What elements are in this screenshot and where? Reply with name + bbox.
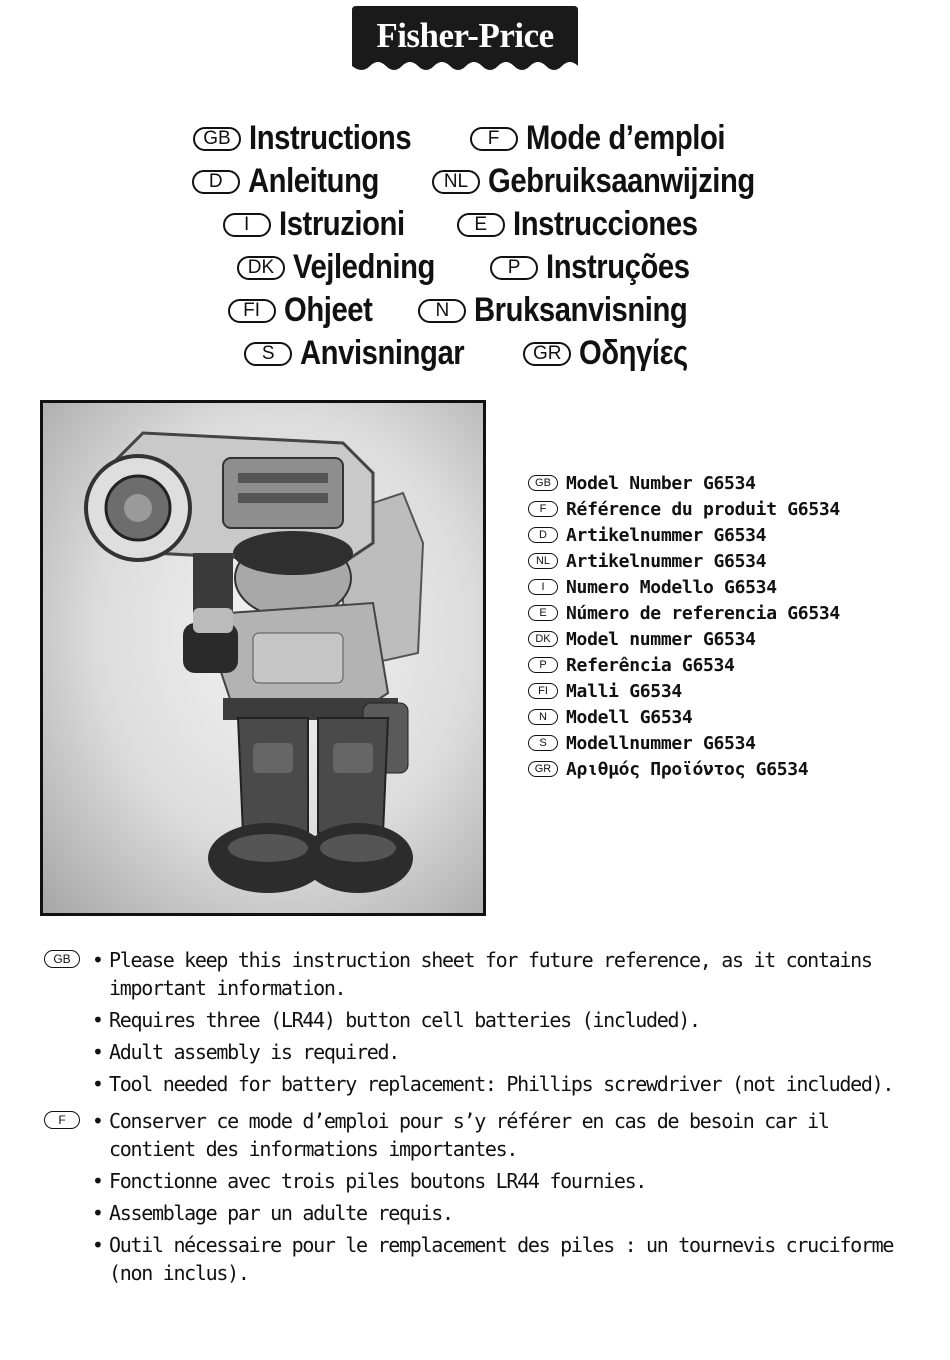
language-code-badge: GB [193, 127, 241, 151]
language-code-badge: FI [228, 299, 276, 323]
model-text: Malli G6534 [566, 680, 682, 702]
model-row [528, 548, 840, 574]
model-row [528, 626, 840, 652]
language-code-badge: GR [523, 342, 571, 366]
model-text: Referência G6534 [566, 654, 735, 676]
title-item [457, 205, 728, 244]
language-code-badge: D [192, 170, 240, 194]
title-label: Gebruiksaanwijzing [487, 162, 755, 200]
title-label: Instructions [248, 119, 412, 157]
model-text: Model nummer G6534 [566, 628, 756, 650]
title-label: Istruzioni [278, 205, 405, 243]
toy-figure-illustration [43, 403, 483, 913]
language-code-badge: S [244, 342, 292, 366]
title-label: Bruksanvisning [474, 291, 688, 329]
title-row [0, 332, 950, 375]
language-code-badge: DK [237, 256, 285, 280]
title-label: Anleitung [247, 162, 379, 200]
model-text: Numero Modello G6534 [566, 576, 777, 598]
model-text: Modell G6534 [566, 706, 693, 728]
title-label: Instrucciones [512, 205, 698, 243]
title-label: Instruções [546, 248, 690, 286]
title-item [432, 162, 758, 201]
language-code-badge: P [490, 256, 538, 280]
language-code-badge: F [44, 1111, 80, 1129]
language-code-badge: I [528, 579, 558, 595]
title-item [237, 248, 458, 287]
model-row [528, 652, 840, 678]
product-photo [40, 400, 486, 916]
language-code-badge: D [528, 527, 558, 543]
model-text: Artikelnummer G6534 [566, 524, 767, 546]
language-code-badge: NL [528, 553, 558, 569]
title-item [490, 248, 713, 287]
model-text: Número de referencia G6534 [566, 602, 840, 624]
title-item [193, 119, 438, 158]
model-row [528, 522, 840, 548]
bullet-item: • Conserver ce mode d’emploi pour s’y référer en cas de besoin car il contient des informations importantes. [92, 1107, 922, 1163]
model-text: Αριθμός Προϊόντος G6534 [566, 758, 809, 780]
model-text: Model Number G6534 [566, 472, 756, 494]
title-label: Οδηγίες [579, 334, 689, 372]
title-row [0, 203, 950, 246]
title-row [0, 289, 950, 332]
bullet-list [92, 946, 922, 1102]
title-item [192, 162, 400, 201]
language-code-badge: E [528, 605, 558, 621]
title-row [0, 160, 950, 203]
title-item [228, 291, 387, 330]
language-code-badge: GB [44, 950, 80, 968]
model-number-list [528, 470, 840, 782]
title-row [0, 246, 950, 289]
model-text: Modellnummer G6534 [566, 732, 756, 754]
language-code-badge: GR [528, 761, 558, 777]
title-item [418, 291, 722, 330]
title-label: Mode d’emploi [525, 119, 725, 157]
model-row [528, 496, 840, 522]
title-item [244, 334, 491, 373]
bullet-item: • Tool needed for battery replacement: Phillips screwdriver (not included). [92, 1070, 922, 1098]
language-code-badge: DK [528, 631, 558, 647]
bullet-item: • Outil nécessaire pour le remplacement des piles : un tournevis cruciforme (non inclus). [92, 1231, 922, 1287]
bullet-item: • Please keep this instruction sheet for future reference, as it contains important information. [92, 946, 922, 1002]
bullet-item: • Assemblage par un adulte requis. [92, 1199, 922, 1227]
title-row [0, 117, 950, 160]
language-code-badge: N [528, 709, 558, 725]
language-code-badge: N [418, 299, 466, 323]
model-row [528, 756, 840, 782]
bullet-item: • Requires three (LR44) button cell batteries (included). [92, 1006, 922, 1034]
language-code-badge: NL [432, 170, 480, 194]
title-item [223, 205, 425, 244]
bullet-item: • Fonctionne avec trois piles boutons LR44 fournies. [92, 1167, 922, 1195]
title-label: Ohjeet [283, 291, 372, 329]
model-row [528, 470, 840, 496]
model-row [528, 574, 840, 600]
fisher-price-logo [352, 6, 578, 76]
language-code-badge: GB [528, 475, 558, 491]
bullet-list [92, 1107, 922, 1291]
language-code-badge: FI [528, 683, 558, 699]
logo-text: Fisher-Price [376, 16, 554, 55]
language-code-badge: F [528, 501, 558, 517]
language-code-badge: F [470, 127, 518, 151]
model-row [528, 704, 840, 730]
model-row [528, 730, 840, 756]
language-titles [0, 117, 950, 375]
title-label: Vejledning [293, 248, 435, 286]
title-item [470, 119, 758, 158]
bullet-item: • Adult assembly is required. [92, 1038, 922, 1066]
model-text: Référence du produit G6534 [566, 498, 840, 520]
title-item [523, 334, 706, 373]
language-code-badge: E [457, 213, 505, 237]
language-code-badge: I [223, 213, 271, 237]
model-row [528, 600, 840, 626]
model-row [528, 678, 840, 704]
language-code-badge: P [528, 657, 558, 673]
title-label: Anvisningar [300, 334, 465, 372]
model-text: Artikelnummer G6534 [566, 550, 767, 572]
language-code-badge: S [528, 735, 558, 751]
